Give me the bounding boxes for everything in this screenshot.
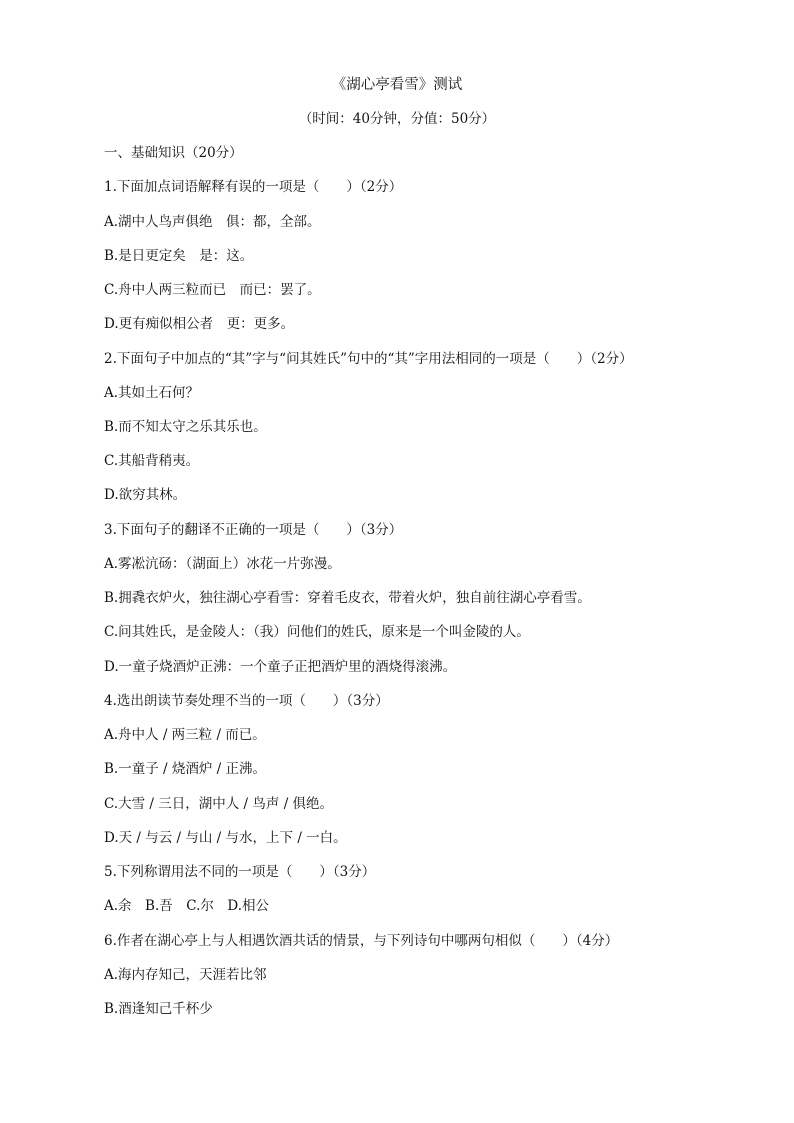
document-title: 《湖心亭看雪》测试 [331,77,463,93]
question-6-stem: 6.作者在湖心亭上与人相遇饮酒共话的情景，与下列诗句中哪两句相似（ ）（4分） [104,933,619,949]
question-3-option-b: B.拥毳衣炉火，独往湖心亭看雪：穿着毛皮衣，带着火炉，独自前往湖心亭看雪。 [104,590,591,606]
question-1-option-c: C.舟中人两三粒而已 而已：罢了。 [104,282,321,298]
question-3-option-a: A.雾凇沆砀：（湖面上）冰花一片弥漫。 [104,556,341,572]
question-2-option-a: A.其如土石何？ [104,385,200,401]
question-6-option-b: B.酒逢知己千杯少 [104,1001,213,1017]
question-5-stem: 5.下列称谓用法不同的一项是（ ）（3分） [104,864,376,880]
question-2-option-b: B.而不知太守之乐其乐也。 [104,419,267,435]
question-4-option-c: C.大雪 / 三日，湖中人 / 鸟声 / 俱绝。 [104,796,334,812]
question-1-option-a: A.湖中人鸟声俱绝 俱：都，全部。 [104,214,321,230]
question-4-option-a: A.舟中人 / 两三粒 / 而已。 [104,727,266,743]
question-3-option-d: D.一童子烧酒炉正沸：一个童子正把酒炉里的酒烧得滚沸。 [104,659,457,675]
question-5-options: A.余 B.吾 C.尔 D.相公 [104,898,270,914]
question-2-stem: 2.下面句子中加点的“其”字与“问其姓氏”句中的“其”字用法相同的一项是（ ）（2分） [104,351,633,367]
question-6-option-a: A.海内存知己，天涯若比邻 [104,967,267,983]
question-4-stem: 4.选出朗读节奏处理不当的一项（ ）（3分） [104,693,389,709]
document-subtitle: （时间：40分钟，分值：50分） [298,111,496,127]
question-2-option-c: C.其船背稍夷。 [104,453,200,469]
section-heading: 一、基础知识（20分） [104,145,243,161]
question-1-stem: 1.下面加点词语解释有误的一项是（ ）（2分） [104,179,403,195]
question-3-option-c: C.问其姓氏，是金陵人：（我）问他们的姓氏，原来是一个叫金陵的人。 [104,624,530,640]
question-1-option-b: B.是日更定矣 是：这。 [104,248,254,264]
question-1-option-d: D.更有痴似相公者 更：更多。 [104,316,295,332]
question-3-stem: 3.下面句子的翻译不正确的一项是（ ）（3分） [104,522,403,538]
question-4-option-d: D.天 / 与云 / 与山 / 与水，上下 / 一白。 [104,830,347,846]
question-2-option-d: D.欲穷其林。 [104,487,187,503]
question-4-option-b: B.一童子 / 烧酒炉 / 正沸。 [104,761,266,777]
